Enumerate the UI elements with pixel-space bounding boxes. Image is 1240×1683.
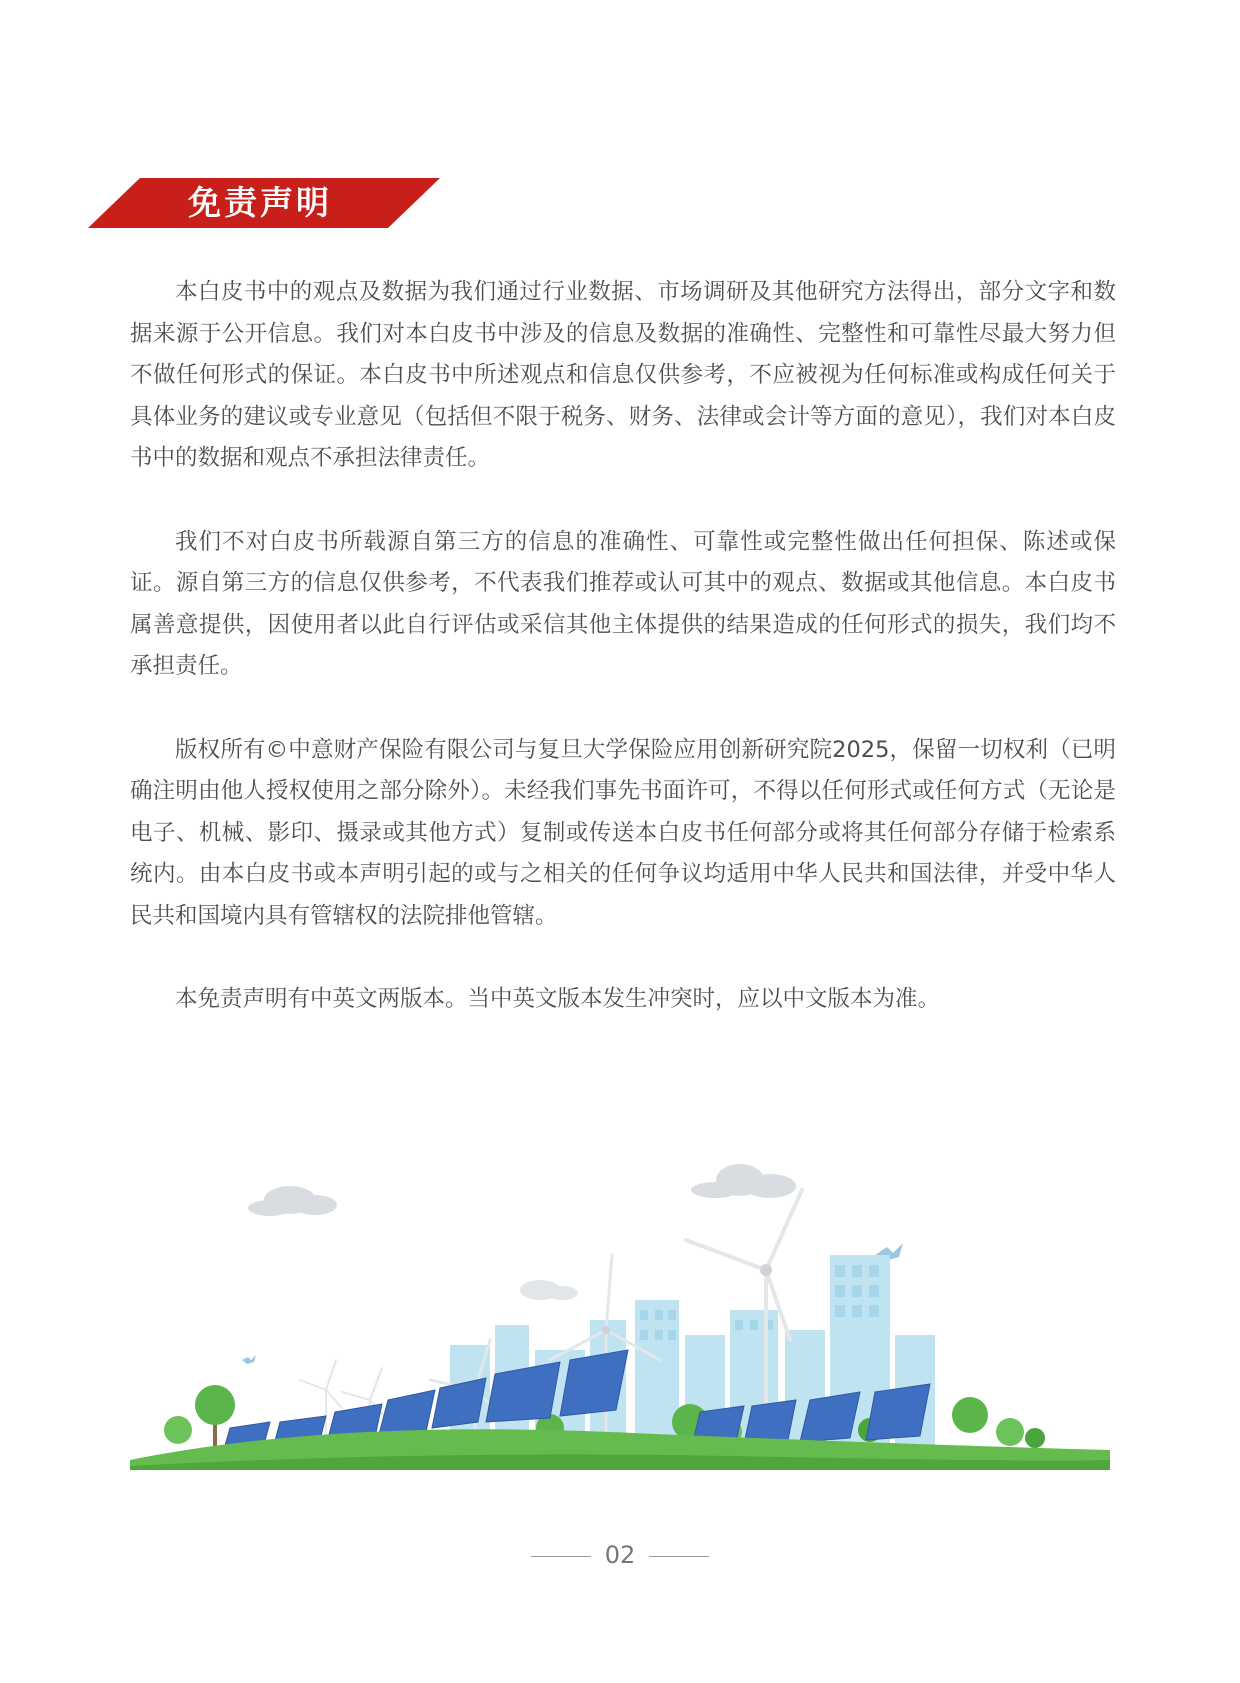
- page-title: 免责声明: [188, 183, 332, 222]
- page-number: 02: [604, 1541, 636, 1569]
- cloud-icon: [691, 1164, 796, 1198]
- paragraph-copyright: 版权所有©中意财产保险有限公司与复旦大学保险应用创新研究院2025，保留一切权利（已明确注明由他人授权使用之部分除外）。未经我们事先书面许可，不得以任何形式或任何方式（无论是电子、机械、影印、摄录或其他方式）复制或传送本白皮书任何部分或将其任何部分存储于检索系统内。由本白皮书或本声明引起的或与之相关的任何争议均适用中华人民共和国法律，并受中华人民共和国境内具有管辖权的法院排他管辖。: [130, 736, 1116, 929]
- green-energy-city-illustration: [130, 1160, 1110, 1470]
- page-number-footer: [0, 1540, 1240, 1570]
- cloud-icon: [248, 1186, 337, 1216]
- cloud-icon: [520, 1280, 578, 1300]
- disclaimer-body: [130, 272, 1116, 1063]
- footer-divider-left: [531, 1556, 591, 1557]
- section-title-banner: [88, 178, 440, 228]
- paragraph-opinions: 本白皮书中的观点及数据为我们通过行业数据、市场调研及其他研究方法得出，部分文字和数据来源于公开信息。我们对本白皮书中涉及的信息及数据的准确性、完整性和可靠性尽最大努力但不做任何形式的保证。本白皮书中所述观点和信息仅供参考，不应被视为任何标准或构成任何关于具体业务的建议或专业意见（包括但不限于税务、财务、法律或会计等方面的意见），我们对本白皮书中的数据和观点不承担法律责任。: [130, 279, 1116, 471]
- paragraph-language-version: 本免责声明有中英文两版本。当中英文版本发生冲突时，应以中文版本为准。: [175, 986, 941, 1012]
- bird-icon: [242, 1355, 256, 1364]
- paragraph-third-party: 我们不对白皮书所载源自第三方的信息的准确性、可靠性或完整性做出任何担保、陈述或保证。源自第三方的信息仅供参考，不代表我们推荐或认可其中的观点、数据或其他信息。本白皮书属善意提供，因使用者以此自行评估或采信其他主体提供的结果造成的任何形式的损失，我们均不承担责任。: [130, 528, 1116, 679]
- footer-divider-right: [649, 1556, 709, 1557]
